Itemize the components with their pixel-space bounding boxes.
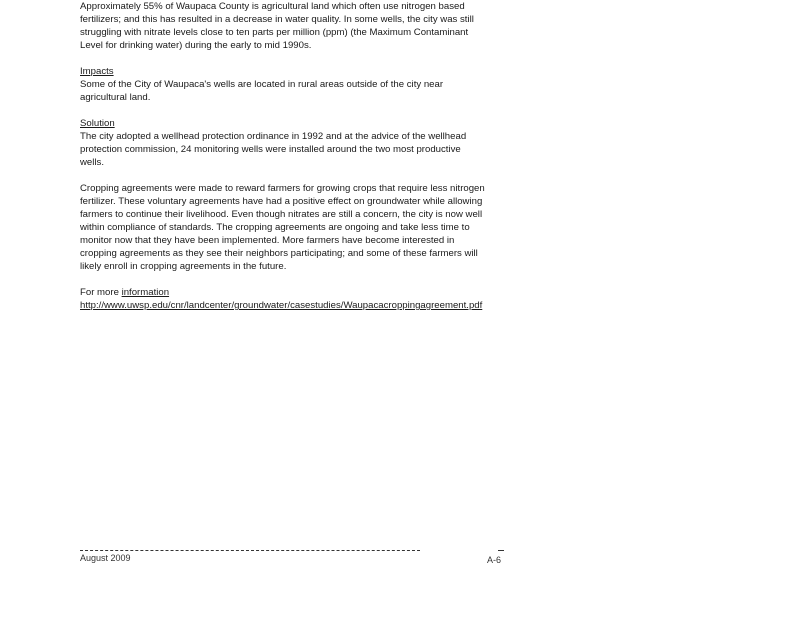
text-line: Some of the City of Waupaca's wells are located in rural areas outside of the city near (80, 79, 444, 90)
text-line: struggling with nitrate levels close to ten parts per million (ppm) (the Maximum Contaminant (80, 27, 469, 38)
cropping-paragraph (80, 182, 508, 273)
text-line: protection commission, 24 monitoring wells were installed around the two most productive (80, 144, 461, 155)
text-line: wells. (80, 157, 104, 168)
solution-section (80, 117, 508, 169)
impacts-heading: Impacts (80, 66, 114, 77)
solution-heading: Solution (80, 118, 115, 129)
footer-date: August 2009 (80, 553, 131, 563)
information-link[interactable]: information (121, 287, 170, 298)
text-line: agricultural land. (80, 92, 151, 103)
footer-divider-tail (498, 550, 504, 551)
text-line: Level for drinking water) during the early to mid 1990s. (80, 40, 312, 51)
intro-paragraph (80, 0, 508, 52)
document-body (80, 0, 508, 312)
text-line: Cropping agreements were made to reward farmers for growing crops that require less nitrogen (80, 183, 485, 194)
text-line: fertilizer. These voluntary agreements have had a positive effect on groundwater while allowing (80, 196, 483, 207)
text-line: likely enroll in cropping agreements in the future. (80, 261, 287, 272)
text-line: within compliance of standards. The cropping agreements are ongoing and take less time to (80, 222, 470, 233)
more-info-prefix: For more (80, 287, 122, 298)
text-line: Approximately 55% of Waupaca County is agricultural land which often use nitrogen based (80, 1, 465, 12)
text-line: The city adopted a wellhead protection ordinance in 1992 and at the advice of the wellhead (80, 131, 467, 142)
page-number: A-6 (487, 555, 502, 565)
text-line: farmers to continue their livelihood. Even though nitrates are still a concern, the city is now well (80, 209, 483, 220)
text-line: cropping agreements as they see their neighbors participating; and some of these farmers will (80, 248, 478, 259)
text-line: monitor now that they have been implemented. More farmers have become interested in (80, 235, 455, 246)
more-info-section (80, 286, 508, 312)
source-url-link[interactable]: http://www.uwsp.edu/cnr/landcenter/groundwater/casestudies/Waupacacroppingagreement.pdf (80, 300, 483, 311)
footer-divider (80, 550, 420, 551)
more-info-line (80, 286, 508, 299)
text-line: fertilizers; and this has resulted in a decrease in water quality. In some wells, the city was still (80, 14, 474, 25)
impacts-section (80, 65, 508, 104)
